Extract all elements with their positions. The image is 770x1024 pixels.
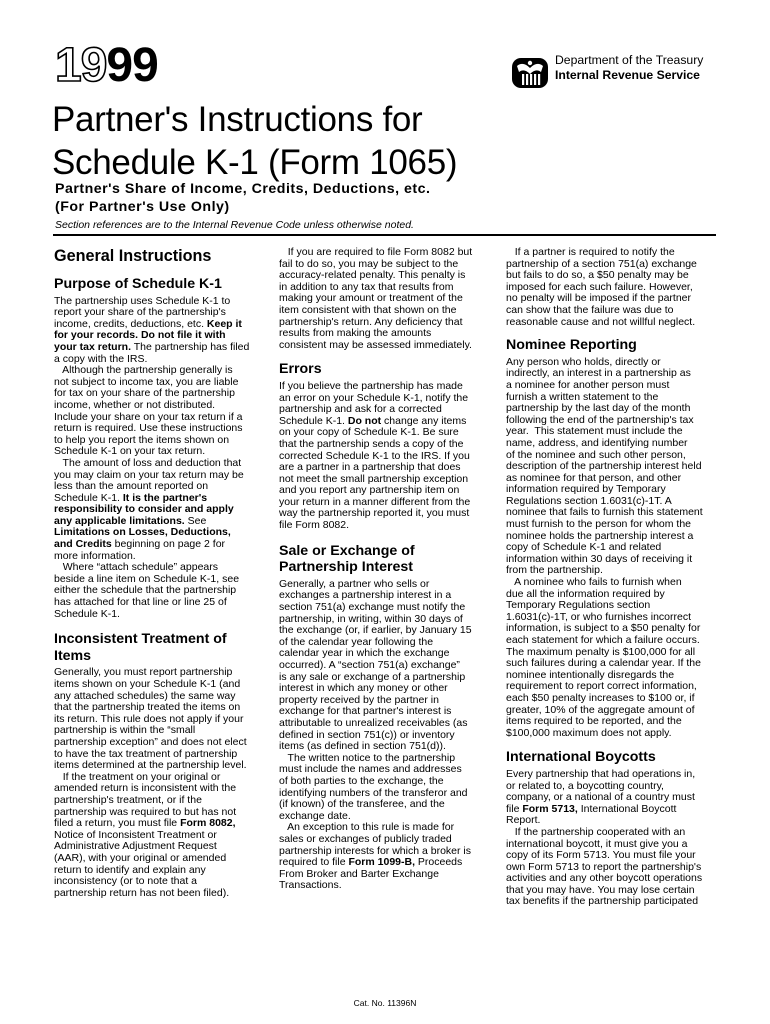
- column-2: [279, 247, 491, 892]
- section-heading: General Instructions: [54, 247, 212, 265]
- text-run: copy of Schedule K-1 and related: [506, 541, 662, 554]
- text-run: Temporary Regulations section: [506, 599, 651, 612]
- text-run: way the partnership reported it, you must: [279, 507, 470, 520]
- spacer: [54, 266, 266, 276]
- subtitle-line-1: Partner's Share of Income, Credits, Deductions, etc.: [55, 181, 431, 197]
- text-run: report your share of the partnership's: [54, 306, 226, 319]
- text-run: information, is subject to a $50 penalty for: [506, 622, 701, 635]
- document-subtitle: [55, 180, 431, 216]
- year-bold-digits: 99: [106, 39, 158, 92]
- text-run: Where “attach schedule” appears: [54, 561, 219, 574]
- section-heading: Errors: [279, 361, 322, 378]
- text-run: that you may have. You may lose certain: [506, 883, 695, 896]
- text-run: partnership was required to but has not: [54, 805, 237, 818]
- text-run: partnership's treatment, or if the: [54, 793, 202, 806]
- text-run: Generally, a partner who sells or: [279, 577, 430, 590]
- text-run: is any sale or exchange of a partnership: [279, 670, 466, 683]
- bold-text: Do not: [347, 414, 382, 427]
- text-run: the exchange (or, if earlier, by January 15: [279, 624, 472, 637]
- text-run: activities and any other boycott operations: [506, 872, 703, 885]
- text-run: or related to, a boycotting country,: [506, 779, 664, 792]
- text-run: partnership is within the “small: [54, 724, 196, 737]
- text-run: not meet the small partnership exception: [279, 472, 469, 485]
- text-run: The amount of loss and deduction that: [54, 456, 242, 469]
- text-run: filed a return, you must file: [54, 817, 181, 830]
- text-run: consistent may be assessed immediately.: [279, 338, 472, 351]
- section-heading: Inconsistent Treatment of: [54, 631, 227, 648]
- spacer: [279, 351, 491, 361]
- text-run: Include your share on your tax return if a: [54, 410, 243, 423]
- text-run: tax benefits if the partnership participated: [506, 895, 699, 908]
- text-run: and you report any partnership item on: [279, 484, 460, 497]
- text-line: [279, 880, 491, 892]
- text-run: you may claim on your tax return may be: [54, 468, 244, 481]
- text-run: partnership of a section 751(a) exchange: [506, 257, 697, 270]
- text-run: items shown on your Schedule K-1 (and: [54, 678, 241, 690]
- text-run: due all the information required by: [506, 587, 665, 600]
- section-heading: Nominee Reporting: [506, 337, 637, 354]
- bold-text: Form 5713,: [522, 802, 578, 815]
- header-rule: [53, 234, 716, 236]
- section-heading: Items: [54, 647, 92, 664]
- text-run: partnership and ask for a corrected: [279, 403, 442, 416]
- text-run: information required by Temporary: [506, 483, 666, 496]
- text-run: required to file: [279, 856, 349, 869]
- text-run: description of the partnership interest held: [506, 460, 702, 473]
- text-run: must furnish to the person for whom the: [506, 518, 692, 531]
- text-run: identifying numbers of the transferor and: [279, 786, 468, 799]
- column-3: [506, 247, 718, 908]
- text-run: inconsistency (or to note that a: [54, 875, 197, 888]
- subtitle-line-2: (For Partner's Use Only): [55, 199, 230, 215]
- text-run: (if known) of the transferee, and the: [279, 798, 445, 811]
- text-run: partnership exception” and does not elect: [54, 735, 247, 748]
- form-year: [55, 39, 158, 92]
- text-run: From Broker and Barter Exchange: [279, 867, 439, 880]
- bold-text: Keep it: [206, 317, 242, 330]
- text-run: change any items: [381, 414, 467, 427]
- text-run: file: [506, 802, 523, 815]
- text-run: Notice of Inconsistent Treatment or: [54, 828, 217, 841]
- text-run: less than the amount reported on: [54, 480, 209, 493]
- text-run: for tax on your share of the partnership: [54, 387, 235, 400]
- title-line-2: Schedule K-1 (Form 1065): [52, 143, 458, 182]
- text-run: Schedule K-1.: [279, 414, 348, 427]
- text-run: Every partnership that had operations in,: [506, 767, 696, 780]
- text-run: property received by the partner in: [279, 693, 439, 706]
- text-run: The partnership uses Schedule K-1 to: [54, 294, 231, 307]
- text-line: [506, 896, 718, 908]
- text-run: nominee holds the partnership interest a: [506, 529, 694, 542]
- text-run: reasonable cause and not willful neglect.: [506, 315, 696, 328]
- text-run: Although the partnership generally is: [54, 364, 233, 377]
- text-run: return to identify and explain any: [54, 863, 206, 876]
- text-run: beginning on page 2 for: [111, 538, 226, 551]
- text-run: can show that the failure was due to: [506, 303, 674, 316]
- text-run: International Boycott: [577, 802, 677, 815]
- text-run: partnership by the last day of the month: [506, 402, 691, 415]
- text-run: either the schedule that the partnership: [54, 584, 237, 597]
- text-run: interest in which any money or other: [279, 682, 448, 695]
- text-run: but fails to do so, a $50 penalty may be: [506, 269, 689, 282]
- text-run: to have the tax treatment of partnership: [54, 747, 238, 760]
- text-run: $100,000 maximum does not apply.: [506, 726, 672, 739]
- text-run: name, address, and identifying number: [506, 436, 688, 449]
- text-run: nominee intentionally disregards the: [506, 668, 675, 681]
- text-run: that the partnership treated the items on: [54, 701, 241, 714]
- text-run: making your amount or treatment of the: [279, 292, 463, 305]
- spacer: [54, 620, 266, 631]
- text-run: Transactions.: [279, 879, 342, 892]
- text-line: [279, 520, 491, 532]
- text-run: If a partner is required to notify the: [506, 246, 675, 258]
- text-run: indirectly, an interest in a partnership as: [506, 367, 691, 380]
- text-run: The partnership has filed: [131, 340, 250, 353]
- bold-text: for your records. Do not file it with: [54, 329, 226, 342]
- text-run: attributable to unrealized receivables (as: [279, 716, 468, 729]
- text-run: income, credits, deductions, etc.: [54, 317, 207, 330]
- text-run: that the partnership sends a copy of the: [279, 437, 464, 450]
- text-run: an error on your Schedule K-1, notify the: [279, 391, 469, 404]
- text-run: greater, 10% of the aggregate amount of: [506, 703, 695, 716]
- text-run: on your copy of Schedule K-1. Be sure: [279, 426, 459, 439]
- bold-text: your tax return.: [54, 340, 132, 353]
- section-heading: International Boycotts: [506, 749, 656, 766]
- text-run: to help you report the items shown on: [54, 433, 230, 446]
- text-run: imposed for each such failure. However,: [506, 280, 693, 293]
- text-line: [279, 340, 491, 352]
- text-run: return is required. Use these instructions: [54, 422, 243, 435]
- text-run: as nominee for that person, and other: [506, 471, 682, 484]
- text-run: income, whether or not distributed.: [54, 398, 216, 411]
- text-run: not subject to income tax, you are liable: [54, 375, 239, 388]
- text-run: each statement for which a failure occurs.: [506, 634, 700, 646]
- agency-block: [511, 52, 703, 92]
- text-run: See: [184, 514, 207, 527]
- title-line-1: Partner's Instructions for: [52, 100, 423, 139]
- text-run: following the end of the partnership's tax: [506, 413, 694, 426]
- text-run: Any person who holds, directly or: [506, 355, 661, 368]
- text-run: If the partnership cooperated with an: [506, 825, 686, 838]
- text-run: from the partnership.: [506, 564, 603, 577]
- text-run: The maximum penalty is $100,000 for all: [506, 645, 696, 658]
- text-run: requirement to report correct information,: [506, 680, 697, 693]
- catalog-number: Cat. No. 11396N: [353, 998, 417, 1008]
- text-run: partnership, in writing, within 30 days of: [279, 612, 463, 625]
- section-reference-note: Section references are to the Internal Revenue Code unless otherwise noted.: [55, 219, 414, 231]
- text-run: partnership return has not been filed).: [54, 886, 230, 899]
- text-run: year. This statement must include the: [506, 425, 683, 438]
- text-run: any attached schedules) the same way: [54, 689, 236, 702]
- text-run: its return. This rule does not apply if your: [54, 712, 244, 725]
- text-run: partnership's return. Any deficiency that: [279, 315, 463, 328]
- text-run: must include the names and addresses: [279, 763, 462, 776]
- text-run: If you are required to file Form 8082 but: [279, 246, 473, 258]
- text-line: [54, 609, 266, 621]
- section-heading: Purpose of Schedule K-1: [54, 276, 222, 292]
- text-run: own Form 5713 to report the partnership's: [506, 860, 702, 873]
- text-run: The written notice to the partnership: [279, 751, 456, 764]
- bold-text: Limitations on Losses, Deductions,: [54, 526, 231, 539]
- text-run: nominee that fails to furnish this statement: [506, 506, 703, 519]
- spacer: [506, 739, 718, 749]
- text-run: are a partner in a partnership that does: [279, 461, 461, 474]
- text-run: items determined at the partnership level.: [54, 759, 247, 772]
- text-run: in addition to any tax that results from: [279, 280, 454, 293]
- text-run: such failures during a calendar year. If the: [506, 657, 701, 670]
- text-run: An exception to this rule is made for: [279, 821, 455, 834]
- text-run: calendar year in which the exchange: [279, 647, 450, 660]
- text-run: exchange for that partner's interest is: [279, 705, 452, 718]
- text-run: a copy with the IRS.: [54, 352, 148, 365]
- text-run: exchanges a partnership interest in a: [279, 589, 452, 602]
- agency-name: Internal Revenue Service: [555, 68, 700, 82]
- text-run: beside a line item on Schedule K-1, see: [54, 572, 240, 585]
- text-run: results from making the amounts: [279, 327, 432, 340]
- text-run: information within 30 days of receiving it: [506, 552, 693, 565]
- text-run: sales or exchanges of publicly traded: [279, 832, 452, 845]
- text-run: (AAR), with your original or amended: [54, 851, 227, 864]
- year-outline-digits: 19: [55, 39, 107, 92]
- bold-text: responsibility to consider and apply: [54, 503, 234, 516]
- text-run: Schedule K-1 on your tax return.: [54, 445, 206, 458]
- text-run: your return in a manner different from the: [279, 495, 471, 508]
- spacer: [279, 532, 491, 543]
- text-run: section 751(a) exchange must notify the: [279, 601, 466, 614]
- text-run: defined in section 751(c)) or inventory: [279, 728, 455, 741]
- text-run: Generally, you must report partnership: [54, 666, 233, 679]
- text-run: Schedule K-1.: [54, 491, 123, 504]
- text-run: company, or a national of a country must: [506, 791, 695, 804]
- text-run: each $50 penalty increases to $100 or, if: [506, 691, 695, 704]
- text-run: furnish a written statement to the: [506, 390, 659, 403]
- bold-text: Form 8082,: [180, 817, 236, 830]
- bold-text: any applicable limitations.: [54, 514, 185, 527]
- text-run: copy of its Form 5713. You must file your: [506, 849, 696, 862]
- section-heading: Partnership Interest: [279, 559, 414, 576]
- text-run: Regulations section 1.6031(c)-1T. A: [506, 494, 672, 507]
- text-run: has attached for that line or line 25 of: [54, 596, 227, 609]
- text-run: more information.: [54, 549, 136, 562]
- section-heading: Sale or Exchange of: [279, 542, 415, 559]
- text-run: Report.: [506, 814, 541, 827]
- text-run: items (as defined in section 751(d)).: [279, 740, 446, 753]
- text-run: of both parties to the exchange, the: [279, 774, 444, 787]
- text-run: fail to do so, you may be subject to the: [279, 257, 459, 270]
- spacer: [506, 328, 718, 337]
- text-run: If you believe the partnership has made: [279, 379, 463, 392]
- column-1: [54, 247, 266, 899]
- text-run: international boycott, it must give you a: [506, 837, 688, 850]
- text-run: amended return is inconsistent with the: [54, 782, 237, 795]
- text-run: If the treatment on your original or: [54, 770, 221, 783]
- bold-text: It is the partner's: [122, 491, 208, 504]
- text-line: [506, 728, 718, 740]
- text-run: occurred). A “section 751(a) exchange”: [279, 659, 460, 671]
- text-line: [54, 888, 266, 900]
- text-run: file Form 8082.: [279, 519, 350, 532]
- text-run: item consistent with that shown on the: [279, 303, 457, 316]
- text-run: a nominee for another person must: [506, 378, 670, 391]
- document-title: [52, 98, 457, 184]
- text-run: exchange date.: [279, 809, 351, 822]
- text-run: partnership interests for which a broker is: [279, 844, 471, 857]
- bold-text: and Credits: [54, 538, 112, 551]
- text-run: of the nominee and such other person,: [506, 448, 686, 461]
- bold-text: Form 1099-B,: [348, 856, 415, 869]
- irs-eagle-icon: [511, 52, 549, 92]
- text-run: Administrative Adjustment Request: [54, 840, 217, 853]
- text-line: [506, 317, 718, 329]
- text-run: of the calendar year following the: [279, 635, 434, 648]
- department-name: Department of the Treasury: [555, 53, 704, 67]
- text-run: accuracy-related penalty. This penalty is: [279, 269, 466, 282]
- text-run: items required to be reported, and the: [506, 715, 682, 728]
- text-run: 1.6031(c)-1T, or who furnishes incorrect: [506, 610, 691, 623]
- text-run: Proceeds: [415, 856, 463, 869]
- text-run: A nominee who fails to furnish when: [506, 576, 682, 589]
- text-run: Schedule K-1.: [54, 607, 120, 620]
- text-run: corrected Schedule K-1 to the IRS. If you: [279, 449, 470, 462]
- text-run: no penalty will be imposed if the partner: [506, 292, 692, 305]
